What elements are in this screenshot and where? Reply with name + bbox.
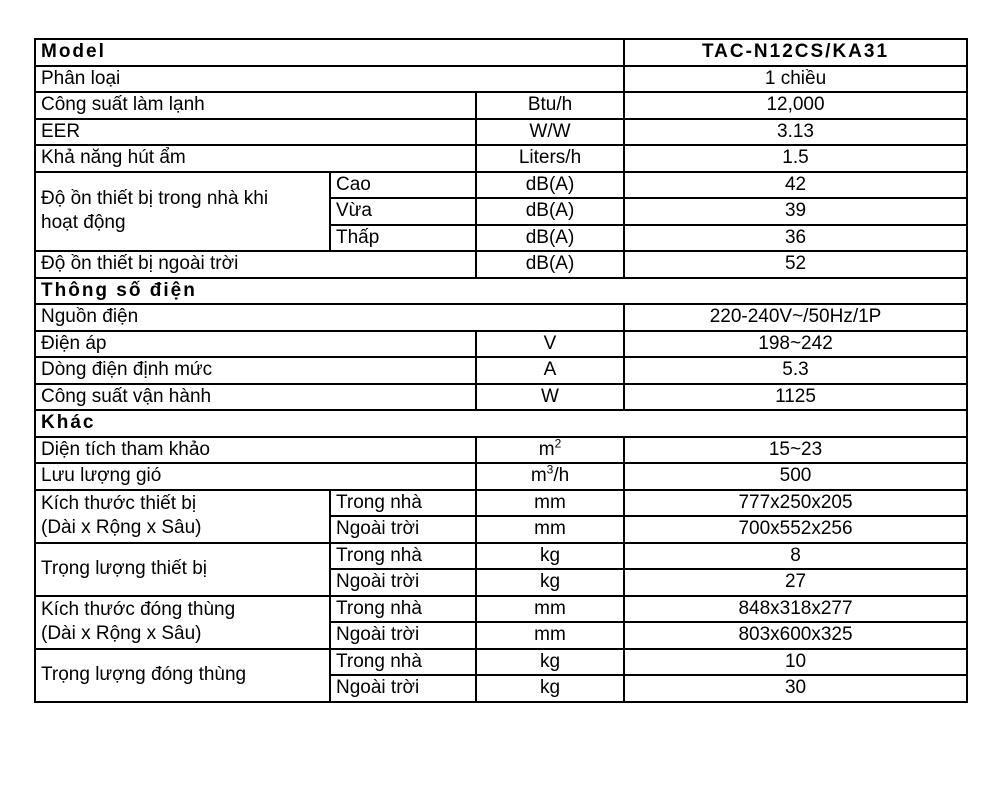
table-row	[35, 596, 967, 623]
row-unit: Liters/h	[476, 145, 624, 172]
section-row-electrical	[35, 278, 967, 305]
row-unit: mm	[476, 516, 624, 543]
label-line: Độ ồn thiết bị trong nhà khi	[41, 188, 269, 210]
unit-base: m	[530, 465, 547, 487]
row-label: EER	[35, 119, 476, 146]
sub-label: Ngoài trời	[330, 675, 476, 702]
row-value: 36	[624, 225, 967, 252]
row-value: 198~242	[624, 331, 967, 358]
row-unit: kg	[476, 569, 624, 596]
row-value: 5.3	[624, 357, 967, 384]
section-heading: Thông số điện	[35, 278, 967, 305]
row-value: 15~23	[624, 437, 967, 464]
row-value: 42	[624, 172, 967, 199]
section-row-other	[35, 410, 967, 437]
row-value: 777x250x205	[624, 490, 967, 517]
sub-label: Trong nhà	[330, 649, 476, 676]
row-value: 1 chiều	[624, 66, 967, 93]
unit-exponent: 3	[546, 463, 554, 477]
row-value: 30	[624, 675, 967, 702]
sub-label: Thấp	[330, 225, 476, 252]
row-value: 500	[624, 463, 967, 490]
table-row	[35, 92, 967, 119]
section-heading: Khác	[35, 410, 967, 437]
row-unit: dB(A)	[476, 225, 624, 252]
unit-base: m	[538, 438, 555, 460]
table-row	[35, 119, 967, 146]
model-value: TAC-N12CS/KA31	[624, 39, 967, 66]
sub-label: Cao	[330, 172, 476, 199]
row-value: 27	[624, 569, 967, 596]
row-unit: W	[476, 384, 624, 411]
row-label-group: Trọng lượng đóng thùng	[35, 649, 330, 702]
spec-table	[34, 38, 968, 703]
row-unit: A	[476, 357, 624, 384]
table-row	[35, 384, 967, 411]
label-line: (Dài x Rộng x Sâu)	[41, 623, 202, 644]
row-value: 1125	[624, 384, 967, 411]
sub-label: Ngoài trời	[330, 569, 476, 596]
unit-exponent: 2	[554, 436, 562, 451]
row-unit: dB(A)	[476, 198, 624, 225]
row-unit	[476, 437, 624, 464]
row-unit: V	[476, 331, 624, 358]
row-label: Nguồn điện	[35, 304, 624, 331]
table-row	[35, 357, 967, 384]
row-value: 39	[624, 198, 967, 225]
row-label-group: Trọng lượng thiết bị	[35, 543, 330, 596]
row-label-group	[35, 172, 330, 252]
table-row	[35, 304, 967, 331]
row-label: Phân loại	[35, 66, 624, 93]
row-value: 848x318x277	[624, 596, 967, 623]
row-label: Điện áp	[35, 331, 476, 358]
row-label: Dòng điện định mức	[35, 357, 476, 384]
table-row	[35, 66, 967, 93]
row-label: Diện tích tham khảo	[35, 437, 476, 464]
label-line: Kích thước thiết bị	[41, 493, 197, 514]
row-unit: kg	[476, 649, 624, 676]
table-row-model	[35, 39, 967, 66]
row-value: 803x600x325	[624, 622, 967, 649]
table-row	[35, 649, 967, 676]
model-label: Model	[35, 39, 624, 66]
label-line: (Dài x Rộng x Sâu)	[41, 517, 202, 538]
row-value: 220-240V~/50Hz/1P	[624, 304, 967, 331]
row-label: Công suất làm lạnh	[35, 92, 476, 119]
sub-label: Ngoài trời	[330, 622, 476, 649]
row-value: 10	[624, 649, 967, 676]
table-row	[35, 251, 967, 278]
table-row	[35, 463, 967, 490]
table-row	[35, 145, 967, 172]
row-unit	[476, 463, 624, 490]
row-label: Công suất vận hành	[35, 384, 476, 411]
row-unit: dB(A)	[476, 251, 624, 278]
table-row	[35, 331, 967, 358]
row-label-group	[35, 490, 330, 543]
row-value: 8	[624, 543, 967, 570]
row-unit: Btu/h	[476, 92, 624, 119]
row-unit: kg	[476, 543, 624, 570]
row-unit: dB(A)	[476, 172, 624, 199]
unit-suffix: /h	[553, 465, 570, 487]
table-row	[35, 543, 967, 570]
row-unit: kg	[476, 675, 624, 702]
sub-label: Ngoài trời	[330, 516, 476, 543]
row-unit: W/W	[476, 119, 624, 146]
sub-label: Trong nhà	[330, 543, 476, 570]
row-value: 52	[624, 251, 967, 278]
row-label: Lưu lượng gió	[35, 463, 476, 490]
row-unit: mm	[476, 622, 624, 649]
row-value: 1.5	[624, 145, 967, 172]
row-unit: mm	[476, 596, 624, 623]
label-line: hoạt động	[41, 212, 126, 234]
row-value: 12,000	[624, 92, 967, 119]
row-label: Độ ồn thiết bị ngoài trời	[35, 251, 476, 278]
sub-label: Vừa	[330, 198, 476, 225]
table-row	[35, 172, 967, 199]
label-line: Kích thước đóng thùng	[41, 599, 236, 620]
row-value: 700x552x256	[624, 516, 967, 543]
table-row	[35, 490, 967, 517]
row-unit: mm	[476, 490, 624, 517]
row-label-group	[35, 596, 330, 649]
row-value: 3.13	[624, 119, 967, 146]
sub-label: Trong nhà	[330, 490, 476, 517]
sub-label: Trong nhà	[330, 596, 476, 623]
row-label: Khả năng hút ẩm	[35, 145, 476, 172]
table-row	[35, 437, 967, 464]
